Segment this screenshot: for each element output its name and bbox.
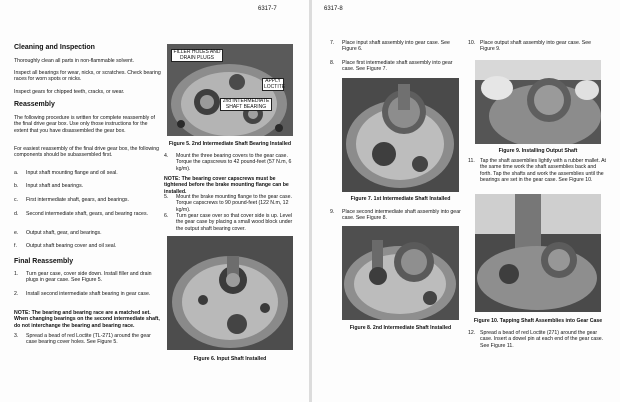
list-item: 11. Tap the shaft assemblies lightly with a rubber mallet. At the same time work the shaft assemblies back and forth. Tap the shafts and work the assemblies until the bearings are set in the gear case. See Figure 10.	[468, 158, 606, 183]
figure-5-caption: Figure 5. 2nd Intermediate Shaft Bearing Installed	[168, 141, 292, 147]
paragraph: Inspect all bearings for wear, nicks, or scratches. Check bearing races for worn spots or nicks.	[14, 70, 161, 83]
list-item: a. Input shaft mounting flange and oil seal.	[14, 170, 118, 176]
section-title-final: Final Reassembly	[14, 258, 74, 265]
paragraph: Thoroughly clean all parts in non-flammable solvent.	[14, 58, 134, 64]
list-item: 2. Install second intermediate shaft bearing in gear case.	[14, 291, 151, 297]
list-item: 12. Spread a bead of red Loctite (271) around the gear case. Insert a dowel pin at each end of the gear case. See Figure 11.	[468, 330, 604, 349]
list-item: 4. Mount the three bearing covers to the gear case. Torque the capscrews to 42 pound-feet (57 N.m, 6 kg/m).	[164, 153, 292, 172]
page-number: 6317-8	[324, 6, 343, 12]
list-item: c. First intermediate shaft, gears, and bearings.	[14, 197, 129, 203]
list-item: 9. Place second intermediate shaft assembly into gear case. See Figure 8.	[330, 209, 461, 222]
paragraph: The following procedure is written for complete reassembly of the final drive gear box. Use only those instructions for the extent that you have disassembled the gear box.	[14, 115, 155, 134]
list-item: 7. Place input shaft assembly into gear case. See Figure 6.	[330, 40, 450, 53]
right-page	[312, 0, 620, 402]
figure-9-photo	[475, 60, 601, 144]
note: NOTE: The bearing and bearing race are a matched set. When changing bearings on the second intermediate shaft, do not interchange the bearing and bearing race.	[14, 310, 160, 329]
paragraph: For easiest reassembly of the final drive gear box, the following components should be subassembled first.	[14, 146, 160, 159]
callout-2nd-intermediate-bearing: 2nd INTERMEDIATE SHAFT BEARING	[220, 98, 272, 111]
list-item: b. Input shaft and bearings.	[14, 183, 84, 189]
note: NOTE: The bearing cover capscrews must be tightened before the brake mounting flange can be installed.	[164, 176, 289, 195]
figure-10-caption: Figure 10. Tapping Shaft Assemblies into Gear Case	[473, 318, 603, 324]
figure-6-photo	[167, 236, 293, 350]
figure-10-photo	[475, 194, 601, 312]
figure-7-caption: Figure 7. 1st Intermediate Shaft Installed	[350, 196, 451, 202]
input-shaft-image	[167, 236, 293, 350]
list-item: 3. Spread a bead of red Loctite (TL-271) around the gear case bearing cover holes. See Figure 5.	[14, 333, 151, 346]
section-title-cleaning: Cleaning and Inspection	[14, 44, 95, 51]
figure-8-photo	[342, 226, 459, 320]
figure-6-caption: Figure 6. Input Shaft Installed	[193, 356, 267, 362]
list-item: 8. Place first intermediate shaft assembly into gear case. See Figure 7.	[330, 60, 453, 73]
list-item: f. Output shaft bearing cover and oil seal.	[14, 243, 117, 249]
list-item: e. Output shaft, gear, and bearings.	[14, 230, 102, 236]
list-item: 1. Turn gear case, cover side down. Install filler and drain plugs in gear case. See Figure 5.	[14, 271, 152, 284]
section-title-reassembly: Reassembly	[14, 101, 55, 108]
callout-apply-loctite: APPLY LOCTITE	[264, 78, 286, 90]
second-intermediate-shaft-image	[342, 226, 459, 320]
list-item: 5. Mount the brake mounting flange to the gear case. Torque capscrews to 90 pound-feet (122 N.m, 12 kg/m).	[164, 194, 292, 213]
list-item: 6. Turn gear case over so that cover side is up. Level the gear case by placing a small wood block under the output shaft bearing cover.	[164, 213, 293, 232]
list-item: 10. Place output shaft assembly into gear case. See Figure 9.	[468, 40, 592, 53]
tapping-shafts-image	[475, 194, 601, 312]
callout-filler-holes: FILLER HOLES AND DRAIN PLUGS	[171, 49, 223, 62]
first-intermediate-shaft-image	[342, 78, 459, 192]
page-number: 6317-7	[258, 6, 277, 12]
paragraph: Inspect gears for chipped teeth, cracks, or wear.	[14, 89, 125, 95]
output-shaft-image	[475, 60, 601, 144]
list-item: d. Second intermediate shaft, gears, and bearing races.	[14, 211, 148, 217]
figure-9-caption: Figure 9. Installing Output Shaft	[498, 148, 578, 154]
figure-8-caption: Figure 8. 2nd Intermediate Shaft Installed	[349, 325, 452, 331]
figure-7-photo	[342, 78, 459, 192]
